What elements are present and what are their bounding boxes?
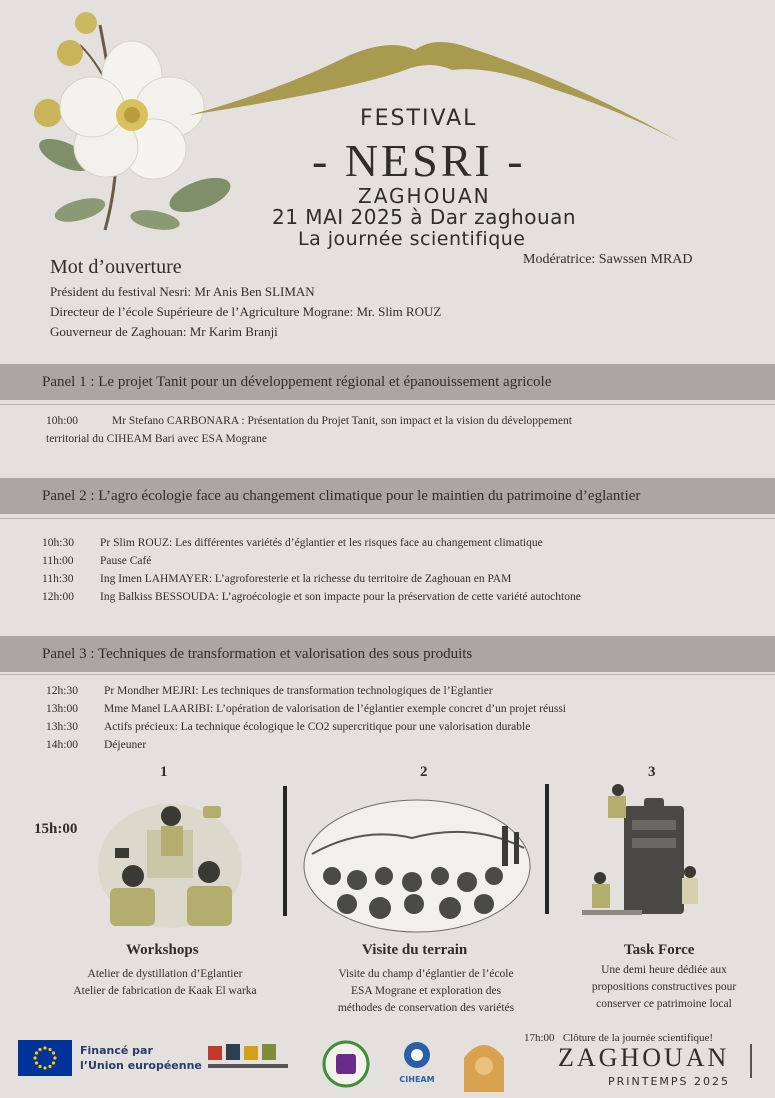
column-number: 1 bbox=[160, 764, 168, 780]
program-time: 13h:00 bbox=[46, 703, 78, 715]
program-text: Mr Stefano CARBONARA : Présentation du Projet Tanit, son impact et la vision du développement bbox=[112, 415, 572, 427]
program-time: 13h:30 bbox=[46, 721, 78, 733]
zaghouan-brand: ZAGHOUAN bbox=[558, 1043, 730, 1072]
program-text: territorial du CIHEAM Bari avec ESA Mograne bbox=[46, 433, 267, 445]
panel-3-title: Panel 3 : Techniques de transformation et valorisation des sous produits bbox=[0, 636, 775, 672]
program-time: 11h:30 bbox=[42, 573, 74, 585]
festival-name: - NESRI - bbox=[312, 135, 526, 186]
description-line: Atelier de fabrication de Kaak El warka bbox=[73, 985, 257, 997]
partner-logo-round bbox=[322, 1040, 370, 1088]
program-time: 10h:00 bbox=[46, 415, 78, 427]
divider bbox=[0, 404, 775, 405]
description-line: méthodes de conservation des variétés bbox=[337, 1002, 515, 1014]
eu-line: l’Union européenne bbox=[80, 1059, 202, 1072]
program-time: 11h:00 bbox=[42, 555, 74, 567]
panel-2-title: Panel 2 : L’agro écologie face au changement climatique pour le maintien du patrimoine d’eglantier bbox=[0, 478, 775, 514]
ciheam-logo bbox=[392, 1040, 442, 1090]
task-force-title: Task Force bbox=[624, 942, 695, 958]
description-line: propositions constructives pour bbox=[591, 981, 737, 993]
workshop-illustration bbox=[95, 788, 245, 933]
description-line: conserver ce patrimoine local bbox=[596, 998, 732, 1010]
program-text: Pr Slim ROUZ: Les différentes variétés d’églantier et les risques face au changement climatique bbox=[100, 537, 543, 549]
program-row bbox=[46, 430, 267, 448]
task-force-illustration bbox=[578, 780, 708, 930]
eu-flag-icon bbox=[18, 1040, 72, 1076]
program-row bbox=[46, 700, 566, 718]
program-time: 12h:30 bbox=[46, 685, 78, 697]
field-visit-title: Visite du terrain bbox=[362, 942, 468, 958]
column-divider bbox=[283, 786, 287, 916]
program-row bbox=[42, 552, 151, 570]
divider bbox=[0, 518, 775, 519]
ciheam-label: CIHEAM bbox=[399, 1075, 435, 1084]
program-time: 10h:30 bbox=[42, 537, 74, 549]
opening-line: Gouverneur de Zaghouan: Mr Karim Branji bbox=[50, 324, 278, 339]
field-illustration bbox=[302, 796, 532, 936]
column-number: 2 bbox=[420, 764, 428, 780]
eu-funding-text bbox=[80, 1043, 202, 1073]
panel-1-title: Panel 1 : Le projet Tanit pour un développement régional et épanouissement agricole bbox=[0, 364, 775, 400]
program-time: 12h:00 bbox=[42, 591, 74, 603]
event-date: 21 MAI 2025 à Dar zaghouan bbox=[272, 205, 577, 229]
description-line: ESA Mograne et exploration des bbox=[350, 985, 502, 997]
program-row bbox=[42, 588, 581, 606]
closing-time: 17h:00 bbox=[524, 1032, 555, 1044]
opening-line: Directeur de l’école Supérieure de l’Agriculture Mograne: Mr. Slim ROUZ bbox=[50, 304, 442, 319]
program-text: Pause Café bbox=[100, 555, 152, 567]
mountain-logo bbox=[190, 30, 690, 150]
column-number: 3 bbox=[648, 764, 656, 780]
festival-city: ZAGHOUAN bbox=[358, 184, 491, 208]
event-subtitle: La journée scientifique bbox=[298, 228, 526, 250]
moderator: Modératrice: Sawssen MRAD bbox=[523, 252, 693, 267]
program-row bbox=[42, 534, 543, 552]
workshops-title: Workshops bbox=[126, 942, 199, 958]
divider bbox=[0, 674, 775, 675]
zaghouan-brand-subtitle: PRINTEMPS 2025 bbox=[608, 1075, 731, 1088]
program-time: 14h:00 bbox=[46, 739, 78, 751]
afternoon-time: 15h:00 bbox=[34, 821, 78, 837]
description-line: Visite du champ d’églantier de l’école bbox=[338, 968, 514, 980]
festival-label: FESTIVAL bbox=[360, 106, 478, 131]
closing-text: Clôture de la journée scientifique! bbox=[562, 1032, 714, 1044]
esa-mograne-logo bbox=[462, 1036, 506, 1092]
program-text: Actifs précieux: La technique écologique le CO2 supercritique pour une valorisation durable bbox=[104, 721, 531, 733]
brand-divider bbox=[750, 1044, 752, 1078]
eu-line: Financé par bbox=[80, 1044, 153, 1057]
workshops-description bbox=[50, 966, 280, 1000]
task-force-description bbox=[564, 962, 764, 1013]
opening-title: Mot d’ouverture bbox=[50, 256, 182, 278]
program-text: Ing Imen LAHMAYER: L’agroforesterie et la richesse du territoire de Zaghouan en PAM bbox=[100, 573, 512, 585]
column-divider bbox=[545, 784, 549, 914]
program-text: Déjeuner bbox=[104, 739, 147, 751]
opening-line: Président du festival Nesri: Mr Anis Ben SLIMAN bbox=[50, 284, 315, 299]
program-row bbox=[46, 736, 146, 754]
tounes-logo bbox=[206, 1040, 294, 1076]
program-text: Pr Mondher MEJRI: Les techniques de transformation technologiques de l’Eglantier bbox=[104, 685, 493, 697]
program-row bbox=[42, 570, 511, 588]
program-row bbox=[46, 718, 530, 736]
program-row bbox=[46, 412, 572, 430]
program-row bbox=[46, 682, 493, 700]
description-line: Une demi heure dédiée aux bbox=[601, 964, 727, 976]
program-text: Ing Balkiss BESSOUDA: L’agroécologie et son impacte pour la préservation de cette variété autochtone bbox=[100, 591, 581, 603]
program-text: Mme Manel LAARIBI: L’opération de valorisation de l’églantier exemple concret d’un projet réussi bbox=[104, 703, 566, 715]
field-visit-description bbox=[306, 966, 546, 1017]
description-line: Atelier de dystillation d’Eglantier bbox=[87, 968, 243, 980]
